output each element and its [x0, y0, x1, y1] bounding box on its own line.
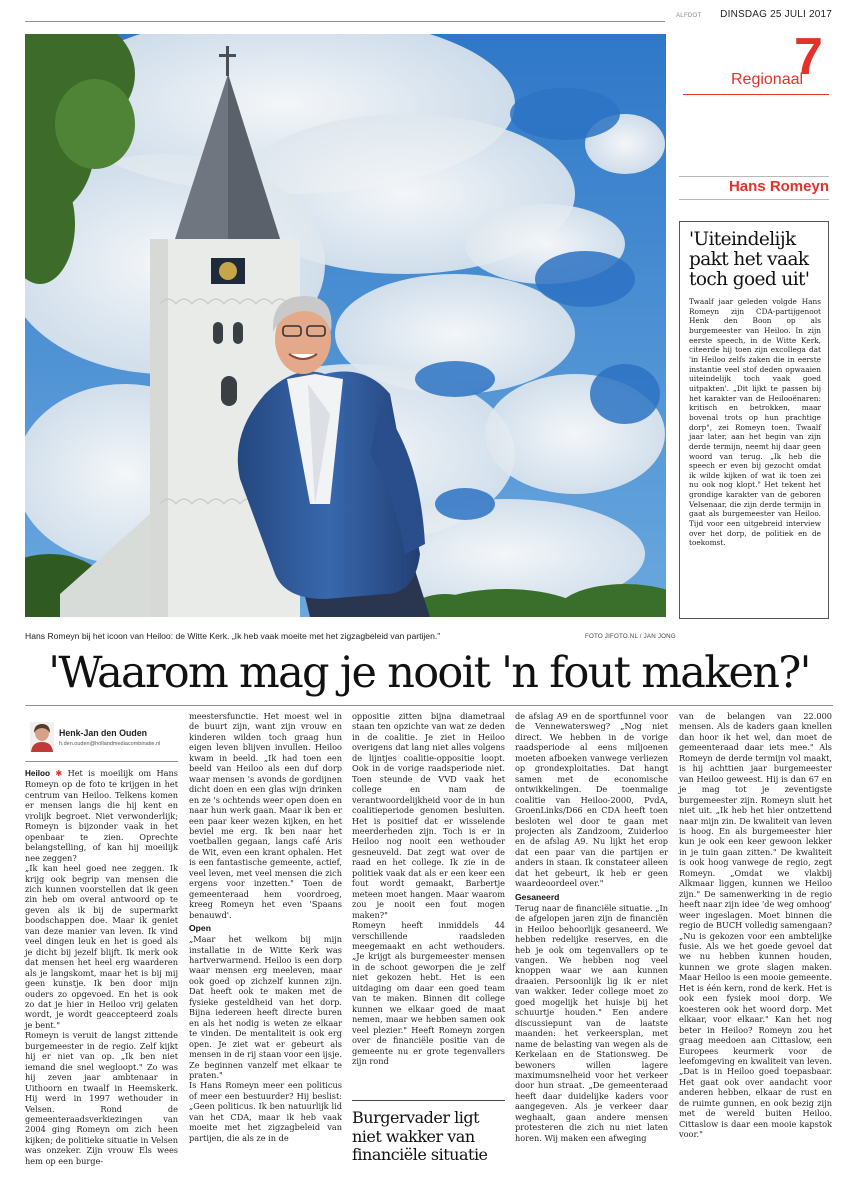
section-label: Regionaal	[731, 71, 804, 88]
article-column-3	[352, 711, 505, 1066]
author-name: Henk-Jan den Ouden	[59, 728, 147, 738]
intro-box	[679, 221, 829, 619]
author-email: h.den.ouden@hollandmediacombinatie.nl	[59, 741, 161, 747]
star-icon: ✱	[55, 768, 63, 778]
page-date: DINSDAG 25 JULI 2017	[720, 9, 832, 20]
article-column-5	[679, 711, 832, 1140]
sidebar-rule-bottom	[679, 199, 829, 200]
intro-box-body: Twaalf jaar geleden volgde Hans Romeyn zijn CDA-partijgenoot Henk den Boon op als burgemeester van Heiloo. In zijn eerste speech, in de Witte Kerk, citeerde hij toen zijn excollega dat 'in Heiloo zelfs zaken die in eerste instantie veel stof deden opwaaien uiteindelijk toch vaak goed uitpakten'. „Dit lijkt te passen bij het karakter van de Heilooënaren: kritisch en betrokken, maar bovenal trots op hun prachtige dorp", zei Romeyn toen. Twaalf jaar later, aan het begin van zijn derde termijn, neemt hij daar geen woord van terug. „Ik heb die speech er even bij gezocht omdat ik wilde kijken of wat ik toen zei nu ook nog klopt." Het tekent het grondige karakter van de geboren Velsenaar, die zijn derde termijn in gaat als burgemeester van Heiloo. Tijd voor een uitgebreid interview over het dorp, de politiek en de toekomst.	[689, 297, 821, 548]
section-rule	[683, 94, 829, 95]
paragraph: oppositie zitten bijna diametraal staan ten opzichte van wat ze deden in de coalitie. Je ziet in Heiloo overigens dat lang niet alles volgens de lijntjes coalitie-oppositie loopt. Ook in de vorige raadsperiode niet. Toen steunde de VVD vaak het college en nam de verantwoordelijkheid voor de in hun coalitieperiode genomen besluiten. Het is positief dat er wisselende meerderheden zijn. Toch is er in Heiloo nog nooit een wethouder gesneuveld. Dat zegt wat over de raad en het college. Ik zie in de politiek vaak dat als er een keer een fout wordt gemaakt, Barbertje meteen moet hangen. Maar waarom zou je nooit een fout mogen maken?"	[352, 711, 505, 920]
sidebar-name: Hans Romeyn	[728, 178, 829, 195]
article-dateline: Heiloo	[25, 769, 51, 778]
byline-rule	[25, 761, 178, 762]
article-column-4	[515, 711, 668, 1143]
paragraph: „Maar het welkom bij mijn installatie in de Witte Kerk was hartverwarmend. Heiloo is een dorp waar mensen erg meeleven, maar ook goed op zichzelf kunnen zijn. Dat heeft ook te maken met de fysieke gesteldheid van het dorp. Bijna iedereen heeft directe buren en als het nodig is weten ze elkaar te vinden. De mentaliteit is ook erg open. Je ziet wat er gebeurt als mensen in de rij staan voor een ijsje. Ze beginnen vanzelf met elkaar te praten."	[189, 934, 342, 1080]
top-rule	[25, 21, 665, 22]
photo-credit: FOTO JIFOTO.NL / JAN JONG	[585, 633, 676, 640]
lead-text: Het is moeilijk om Hans Romeyn op de foto te krijgen in het centrum van Heiloo. Telkens komen er mensen langs die hij kent en vrolijk begroet. Niet verwonderlijk; Romeyn is bijzonder vaak in het openbaar te zien. Oprechte belangstelling, of kan hij moeilijk nee zeggen?	[25, 768, 179, 863]
paragraph: meestersfunctie. Het moest wel in de buurt zijn, want zijn vrouw en kinderen wilden toch graag hun eigen leven blijven invullen. Heiloo kwam in beeld. „Ik had toen een beeld van Heiloo als een duf dorp waar mensen 's avonds de gordijnen dicht doen en een glas wijn drinken en ze 's ochtends weer open doen en naar hun werk gaan. Maar ik ben er een paar keer wezen kijken, en het beviel me erg. Ik ben naar het voetballen gegaan, langs café Aris de Wit, even een krant ophalen. Het is een fantastische gemeente, actief, veel leven, met veel mensen die zich ergens voor inzetten." Toen de gemeenteraad hem voordroeg, kreeg Romeyn het even 'Spaans benauwd'.	[189, 711, 342, 920]
byline	[25, 720, 178, 760]
headline-rule	[25, 705, 833, 706]
paragraph: de afslag A9 en de sportfunnel voor de Vennewatersweg? „Nog niet direct. We hebben in de vorige raadsperiode al eens miljoenen moeten afboeken vanwege verliezen op grondexploitaties. Dat hangt samen met de economische ontwikkelingen. De toenmalige coalitie van Heiloo-2000, PvdA, GroenLinks/D66 en CDA heeft toen besloten wel door te gaan met projecten als Zandzoom, Zuiderloo en de afslag A9. Nu lijkt het erop dat een paar van die partijen er anders in staan. Ik constateer alleen dat het gebeurt, ik heb er geen waardeoordeel over."	[515, 711, 668, 889]
paragraph: Romeyn heeft inmiddels 44 verschillende raadsleden meegemaakt en acht wethouders. „Je krijgt als burgemeester mensen in de schoot geworpen die je zelf niet gekozen hebt. Het is een uitdaging om daar een goed team van te maken. Binnen dit college kunnen we elkaar goed de maat nemen, maar we hebben samen ook veel plezier." Heeft Romeyn zorgen over de financiële positie van de gemeente nu er grote tegenvallers zijn rond	[352, 920, 505, 1066]
lead-paragraph	[25, 768, 178, 863]
article-headline: 'Waarom mag je nooit 'n fout maken?'	[48, 648, 810, 698]
paragraph: Romeyn is veruit de langst zittende burgemeester in de regio. Zelf kijkt hij er niet van op. „Ik ben niet iemand die snel wegloopt." Zo was hij zeven jaar ambtenaar in Uithoorn en twaalf in Heemskerk. Hij werd in 1997 wethouder in Velsen. Rond de gemeenteraadsverkiezingen van 2004 ging Romeyn om zich heen kijken; de politieke situatie in Velsen was onzeker. Zijn vrouw Els wees hem op een burge-	[25, 1030, 178, 1166]
edition-label: ALFDOT	[676, 13, 702, 19]
main-photo	[25, 34, 666, 617]
church-portrait-illustration	[25, 34, 666, 617]
article-column-1	[25, 768, 178, 1166]
sidebar-rule-top	[679, 176, 829, 177]
photo-caption: Hans Romeyn bij het icoon van Heiloo: de Witte Kerk. „Ik heb vaak moeite met het zigzagbeleid van partijen."	[25, 631, 441, 641]
paragraph: Is Hans Romeyn meer een politicus of meer een bestuurder? Hij beslist: „Geen politicus. Ik ben natuurlijk lid van het CDA, maar ik heb vaak moeite met het zigzagbeleid van partijen, die als ze in de	[189, 1080, 342, 1143]
author-avatar	[30, 722, 54, 752]
paragraph: „Ik kan heel goed nee zeggen. Ik krijg ook begrip van mensen die zich kunnen voorstellen dat ik geen zin heb om overal antwoord op te geven als ik bij de supermarkt boodschappen doe. Maar ik geniet van deze manier van leven. Ik vind veel dingen leuk en het is goed als je dicht bij jezelf blijft. Ik merk ook dat mensen het heel erg waarderen als je langskomt, maar het is bij mij geen kunstje. Ik ben door mijn ouders zo opgevoed. En het is ook zo dat je hier in Heiloo vrij gelaten wordt, je wordt geaccepteerd zoals je bent."	[25, 863, 178, 1030]
page-number: 7	[794, 28, 821, 86]
article-column-2	[189, 711, 342, 1143]
paragraph: van de belangen van 22.000 mensen. Als de kaders gaan knellen dan hoor ik het wel, dan moet de gemeenteraad daar iets mee." Als Romeyn de derde termijn vol maakt, is hij achttien jaar burgemeester van Heiloo geweest. Hij is dan 67 en je mag tot je zeventigste burgemeester zijn. Romeyn sluit het niet uit. „Ik heb het hier ontzettend naar mijn zin. De kwaliteit van leven is hoog. En als burgemeester hier kun je ook een keer gewoon lekker in je tuin gaan zitten." De kwaliteit is ook hoog vanwege de regio, zegt Romeyn. „Omdat we vlakbij Alkmaar liggen, kunnen we Heiloo zijn." De samenwerking in de regio heeft naar zijn idee 'de weg omhoog' weer ingeslagen. Moet binnen die regio de BUCH volledig samengaan? „Nu is gekozen voor een ambtelijke fusie. Als we het goede gevoel dat we nu hebben kunnen houden, kunnen we grote slagen maken. Maar Heiloo is een mooie gemeente. Het is één kern, rond de kerk. Het is ook een fysiek mooi dorp. We koesteren ook het woord dorp. Met elkaar, voor elkaar." Kan het nog beter in Heiloo? Romeyn zou het graag meedoen aan Cittaslow, een Europees keurmerk voor de leefomgeving en kwaliteit van leven. „Dat is in Heiloo goed toepasbaar. Het gaat ook over aandacht voor anderen hebben, elkaar de rust en de ruimte gunnen, en ook bezig zijn met de wereld buiten Heiloo. Cittaslow is daar een mooie kapstok voor."	[679, 711, 832, 1140]
paragraph: Terug naar de financiële situatie. „In de afgelopen jaren zijn de financiën in Heiloo behoorlijk gesaneerd. We hebben redelijke reserves, en die heb je ook om tegenvallers op te vangen. We hebben nog veel knoppen waar we aan kunnen draaien. Persoonlijk lig ik er niet van wakker. Ieder college moet zo goed mogelijk het huisje bij het schuurtje houden." Een andere discussiepunt van de laatste maanden: het verkeersplan, met name de belasting van wegen als de Kerkelaan en de Stationsweg. De bewoners willen lagere maximumsnelheid voor het verkeer door hun straat. „De gemeenteraad heeft daar duidelijke kaders voor aangegeven. Als je verkeer daar weghaalt, gaan andere mensen protesteren die zich nu niet laten horen. Wij maken een afweging	[515, 902, 668, 1143]
pull-quote-text: Burgervader ligt niet wakker van financiële situatie	[352, 1108, 488, 1164]
intro-box-title: 'Uiteindelijk pakt het vaak toch goed uit'	[689, 229, 810, 290]
subheading-gesaneerd: Gesaneerd	[515, 891, 560, 902]
subheading-open: Open	[189, 923, 211, 934]
pull-quote	[352, 1100, 505, 1165]
